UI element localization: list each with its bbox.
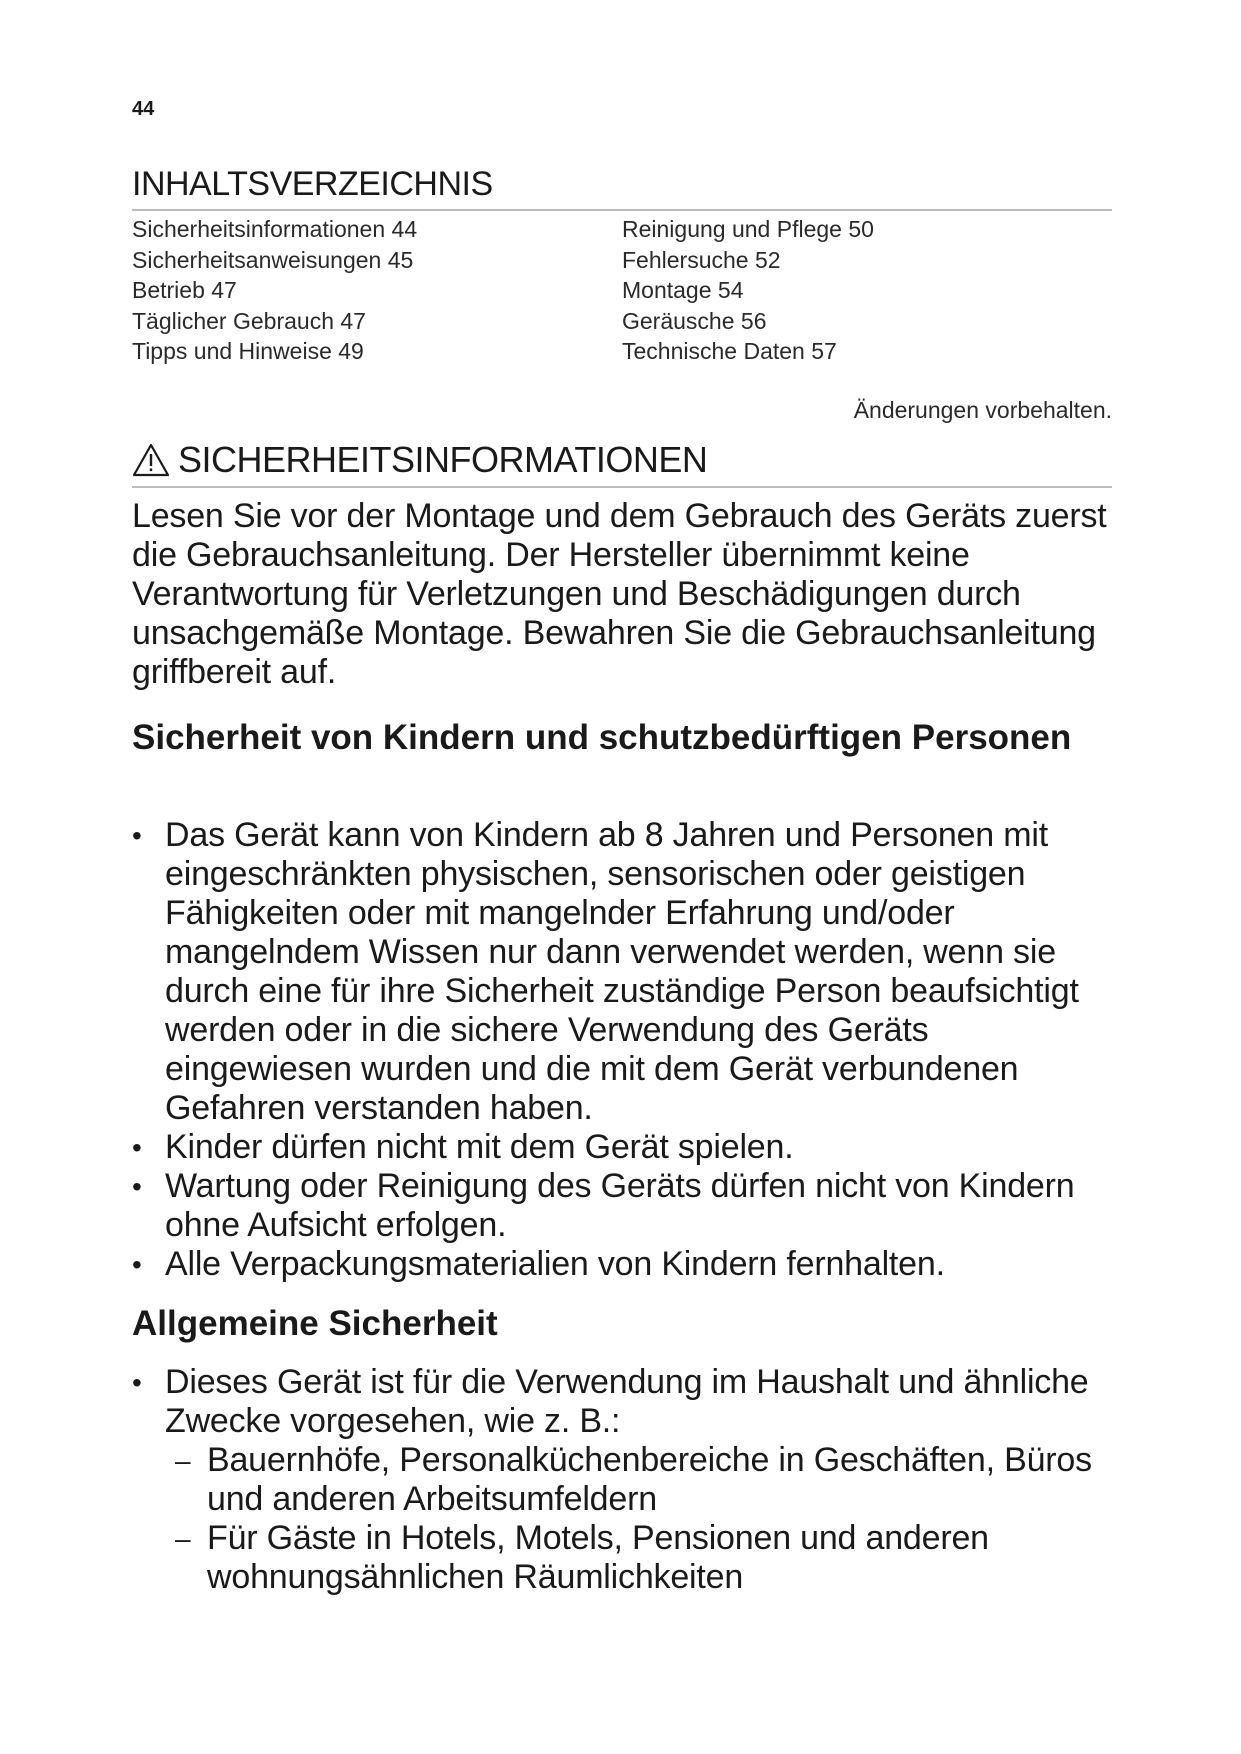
bullet-icon: •: [132, 1249, 142, 1280]
bullet-icon: •: [132, 1171, 142, 1202]
toc-item[interactable]: Betrieb 47: [132, 277, 237, 303]
dash-icon: –: [175, 1523, 191, 1554]
list-item: • Kinder dürfen nicht mit dem Gerät spielen.: [132, 1128, 794, 1166]
sub-list: [165, 1441, 1117, 1597]
toc-item[interactable]: Täglicher Gebrauch 47: [132, 307, 366, 334]
toc-title: INHALTSVERZEICHNIS: [132, 163, 1112, 211]
changes-note: Änderungen vorbehalten.: [853, 397, 1112, 423]
list-item: • Dieses Gerät ist für die Verwendung im Haushalt und ähnliche Zwecke vorgesehen, wie z. B.: – Bauernhöfe, Personalküchenbereiche in Geschäften, Büros und anderen Arbeitsumfeldern – Für Gäste in Hotels, Motels, Pensionen und anderen wohnungsähnlichen Räumlichkeiten: [132, 1363, 1117, 1597]
toc-item[interactable]: Montage 54: [622, 277, 744, 303]
toc-column-right: [622, 214, 1112, 367]
sub-list-item: – Bauernhöfe, Personalküchenbereiche in Geschäften, Büros und anderen Arbeitsumfeldern: [175, 1441, 1092, 1518]
toc-item[interactable]: Sicherheitsanweisungen 45: [132, 246, 414, 273]
toc-item[interactable]: Sicherheitsinformationen 44: [132, 216, 418, 242]
toc-item[interactable]: Reinigung und Pflege 50: [622, 216, 874, 242]
section-title-text: SICHERHEITSINFORMATIONEN: [178, 439, 708, 480]
section-title-safety: [132, 438, 1112, 488]
toc-item[interactable]: Tipps und Hinweise 49: [132, 338, 364, 364]
page-number: 44: [132, 98, 155, 120]
heading-children-safety: Sicherheit von Kindern und schutzbedürftigen Personen: [132, 718, 1072, 757]
list-item: • Alle Verpackungsmaterialien von Kindern fernhalten.: [132, 1245, 945, 1283]
toc-item[interactable]: Fehlersuche 52: [622, 246, 781, 273]
sub-list-item: – Für Gäste in Hotels, Motels, Pensionen und anderen wohnungsähnlichen Räumlichkeiten: [175, 1519, 989, 1596]
bullet-icon: •: [132, 1132, 142, 1163]
intro-paragraph: Lesen Sie vor der Montage und dem Gebrauch des Geräts zuerst die Gebrauchsanleitung. Der Hersteller übernimmt keine Verantwortung für Verletzungen und Beschädigungen durch unsachgemäße Montage. Bewahren Sie die Gebrauchsanleitung griffbereit auf.: [132, 497, 1107, 691]
table-of-contents: [132, 214, 1112, 367]
list-item: • Das Gerät kann von Kindern ab 8 Jahren und Personen mit eingeschränkten physischen, sensorischen oder geistigen Fähigkeiten oder mit mangelnder Erfahrung und/oder mangelndem Wissen nur dann verwendet werden, wenn sie durch eine für ihre Sicherheit zuständige Person beaufsichtigt werden oder in die sichere Verwendung des Geräts eingewiesen wurden und die mit dem Gerät verbundenen Gefahren verstanden haben.: [132, 816, 1079, 1127]
toc-item[interactable]: Geräusche 56: [622, 307, 767, 334]
dash-icon: –: [175, 1445, 191, 1476]
toc-column-left: [132, 214, 622, 367]
list-item: • Wartung oder Reinigung des Geräts dürfen nicht von Kindern ohne Aufsicht erfolgen.: [132, 1167, 1075, 1244]
toc-item[interactable]: Technische Daten 57: [622, 338, 837, 364]
bullet-icon: •: [132, 1367, 142, 1398]
general-safety-list: [132, 1363, 1117, 1597]
heading-general-safety: Allgemeine Sicherheit: [132, 1304, 498, 1343]
warning-triangle-icon: [132, 443, 170, 477]
bullet-icon: •: [132, 820, 142, 851]
children-safety-list: [132, 816, 1117, 1284]
